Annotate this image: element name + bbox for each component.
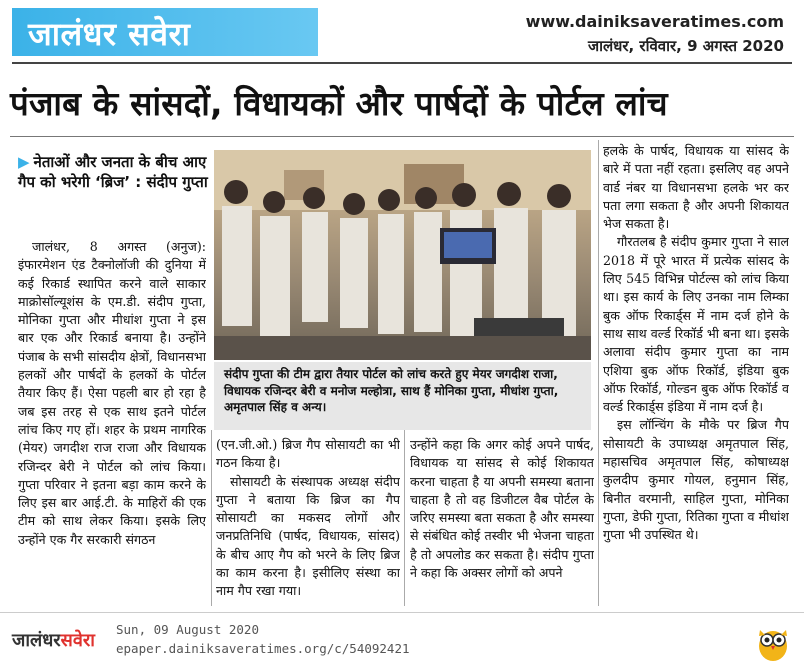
footer-logo-main: जालंधर	[12, 630, 61, 651]
paragraph: इस लॉन्चिंग के मौके पर ब्रिज गैप सोसायटी के उपाध्यक्ष अमृतपाल सिंह, महासचिव अमृतपाल सिंह, कोषाध्यक्ष कुलदीप कुमार गोयल, हनुमान सिंह, बिनीत वरमानी, साहिल गुप्ता, मोनिका गुप्ता, डेफी गुप्ता, रितिका गुप्ता व मीधांश गुप्ता भी उपस्थित थे।	[603, 417, 789, 543]
article-photo	[214, 150, 591, 360]
article-subhead	[18, 152, 210, 192]
footer-logo-accent: सवेरा	[60, 630, 95, 651]
paragraph: उन्होंने कहा कि अगर कोई अपने पार्षद, विधायक या सांसद से कोई शिकायत करना चाहता है या अपनी समस्या बताना चाहता है तो वह डिजीटल वैब पोर्टल के जरिए समस्या बता सकता है और समस्या से संबंधित कोई तस्वीर भी भेजना चाहता है तो अपलोड कर सकता है। संदीप गुप्ता ने कहा कि अक्सर लोगों को अपने	[410, 437, 594, 581]
headline-divider	[10, 136, 794, 137]
masthead	[0, 0, 804, 62]
masthead-divider	[12, 62, 792, 64]
newspaper-logo	[12, 8, 318, 56]
column-divider	[211, 430, 212, 606]
article-headline: पंजाब के सांसदों, विधायकों और पार्षदों के पोर्टल लांच	[10, 84, 668, 123]
footer-logo	[12, 628, 95, 652]
subhead-text: नेताओं और जनता के बीच आए गैप को भरेगी ‘ब्रिज’ : संदीप गुप्ता	[18, 153, 208, 191]
column-divider	[404, 430, 405, 606]
column-divider	[598, 140, 599, 606]
footer-epaper-link[interactable]: epaper.dainiksaveratimes.org/c/54092421	[116, 641, 410, 656]
article-column-3	[410, 436, 594, 610]
issue-dateline: जालंधर, रविवार, 9 अगस्त 2020	[587, 37, 784, 55]
footer-divider	[0, 612, 804, 613]
photo-caption: संदीप गुप्ता की टीम द्वारा तैयार पोर्टल को लांच करते हुए मेयर जगदीश राजा, विधायक रजिन्दर बेरी व मनोज मल्होत्रा, साथ हैं मोनिका गुप्ता, मीधांश गुप्ता, अमृतपाल सिंह व अन्य।	[214, 362, 591, 430]
bullet-icon: ▶	[18, 153, 30, 171]
article-column-1	[18, 238, 206, 610]
article-column-2	[216, 436, 400, 610]
article-column-4	[603, 142, 789, 610]
logo-text: जालंधर सवेरा	[28, 15, 191, 53]
website-url: www.dainiksaveratimes.com	[525, 12, 784, 31]
owl-icon	[756, 622, 790, 662]
footer-date: Sun, 09 August 2020	[116, 622, 259, 637]
paragraph: जालंधर, 8 अगस्त (अनुज): इंफारमेशन एंड टैक्नोलॉजी की दुनिया में कई रिकार्ड स्थापित करने वाले साकार माक्रोसॉल्यूशंस के एम.डी. संदीप गुप्ता, मोनिका गुप्ता और मीधांश गुप्ता ने इस बार एक और रिकार्ड बनाया है। उन्होंने पंजाब के सभी सांसदीय क्षेत्रों, विधानसभा हलकों और पार्षदों के हलकों के पोर्टल तैयार किए हैं। ऐसा पहली बार हो रहा है जब इस तरह से एक साथ इतने पोर्टल लांच किए गए हों। शहर के प्रथम नागरिक (मेयर) जगदीश राज राजा और विधायक रजिन्दर बेरी ने पोर्टल को लांच किया। गुप्ता परिवार ने इतना बड़ा काम करने के लिए इस बार आई.टी. के माहिरों की एक टीम को साथ लेकर किया। इसके लिए उन्होंने एक गैर सरकारी संगठन	[18, 239, 206, 547]
paragraph: गौरतलब है संदीप कुमार गुप्ता ने साल 2018 में पूरे भारत में प्रत्येक सांसद के लिए 545 विभिन्न पोर्टल्स को लांच किया था। इस कार्य के लिए उनका नाम लिम्का बुक ऑफ रिकार्ड्स में नाम दर्ज होने के साथ साथ वर्ल्ड रिकॉर्ड भी बना था। इसके अलावा संदीप कुमार गुप्ता का नाम एशिया बुक ऑफ रिकॉर्ड, इंडिया बुक ऑफ रिकॉर्ड, गोल्डन बुक ऑफ रिकॉर्ड व वर्ल्ड रिकार्ड्स इंडिया में नाम दर्ज है।	[603, 234, 789, 415]
paragraph: सोसायटी के संस्थापक अध्यक्ष संदीप गुप्ता ने बताया कि ब्रिज का गैप सोसायटी का मकसद लोगों और जनप्रतिनिधि (पार्षद, विधायक, सांसद) के बीच आए गैप को भरने के लिए ब्रिज का काम करना है। इसीलिए संस्था का नाम गैप रखा गया।	[216, 473, 400, 599]
paragraph: हलके के पार्षद, विधायक या सांसद के बारे में पता नहीं रहता। इसलिए वह अपने वार्ड नंबर या विधानसभा हलके भर कर पता लगा सकता है और अपनी शिकायत भेज सकता है।	[603, 143, 789, 232]
paragraph: (एन.जी.ओ.) ब्रिज गैप सोसायटी का भी गठन किया है।	[216, 437, 400, 471]
photo-illustration	[214, 150, 591, 360]
